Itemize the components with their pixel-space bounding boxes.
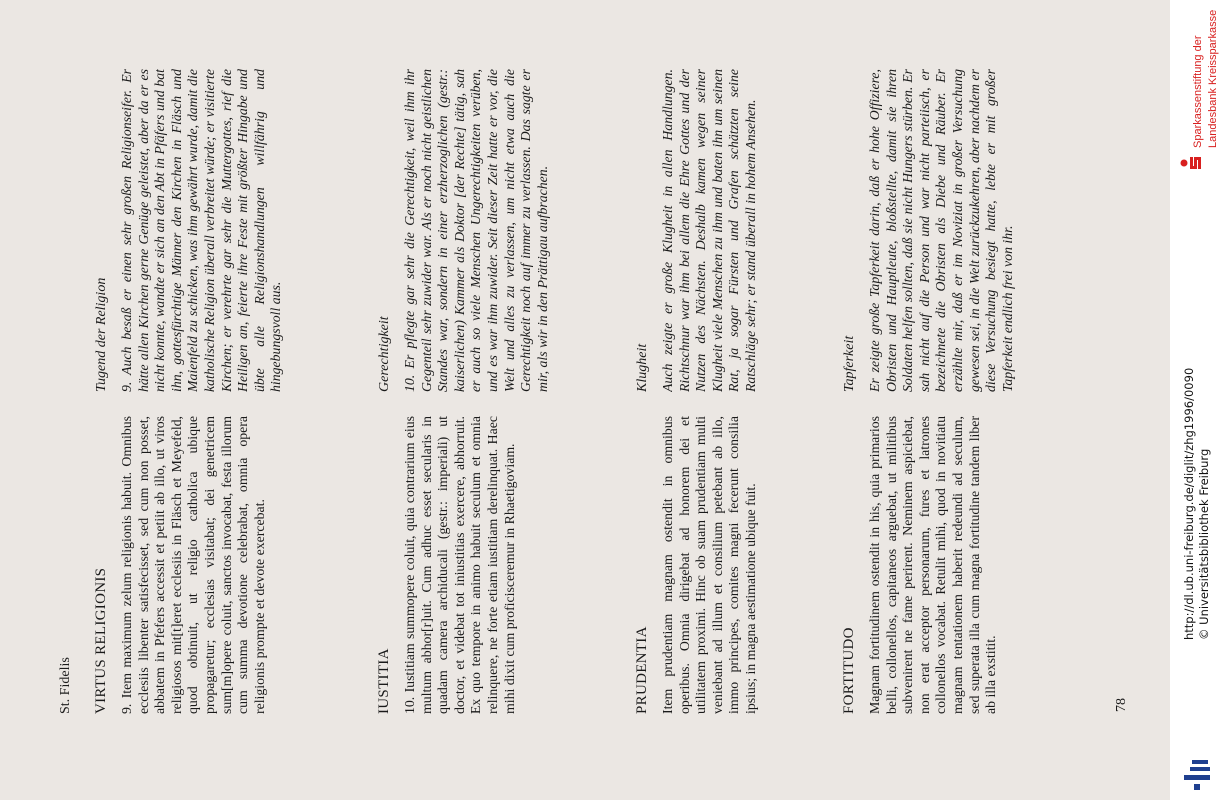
latin-paragraph: 10. Iustitiam summopere coluit, quia contrarium eius multum abhor[r]uit. Cum adhuc esset secularis in quadam camera archiducali (gestr.: imperiali) ut doctor, et videbat tot iniustitias exercere, abhorruit. Ex quo tempore in animo habuit seculum et omnia relinquere, ne forte etiam iustitiam derelinquat. Haec mihi dixit cum proficisceremur in Rhaetigoviam.	[402, 416, 517, 714]
latin-column	[633, 416, 868, 714]
latin-column	[375, 416, 610, 714]
latin-heading: PRUDENTIA	[634, 626, 650, 714]
german-column	[633, 69, 868, 392]
german-paragraph: Auch zeigte er große Klugheit in allen Handlungen. Richtschnur war ihm bei allem die Ehre Gottes und der Nutzen des Nächsten. Deshalb kamen wegen seiner Klugheit viele Menschen zu ihm und baten ihn um seinen Rat, ja sogar Fürsten und Grafen schätzten seine Ratschläge sehr; er stand überall in hohem Ansehen.	[660, 69, 758, 392]
section-religion	[92, 69, 327, 714]
german-heading: Tugend der Religion	[94, 277, 109, 392]
section-iustitia	[375, 69, 610, 714]
latin-heading: VIRTUS RELIGIONIS	[93, 567, 109, 714]
sponsor-line-2: Landesbank Kreissparkasse	[1207, 9, 1219, 148]
german-column	[840, 69, 1075, 392]
german-column	[92, 69, 327, 392]
german-paragraph: 10. Er pflegte gar sehr die Gerechtigkeit, weil ihm ihr Gegenteil sehr zuwider war. Als er noch nicht geistlichen Standes war, sondern in einer erzherzoglichen (gestr.: kaiserlichen) Kammer als Doktor [der Rechte] tätig, sah er auch so viele Menschen Ungerechtigkeiten verüben, und es war ihm zuwider. Seit dieser Zeit hatte er vor, die Welt und alles zu verlassen, um nicht etwa auch die Gerechtigkeit noch auf immer zu verlassen. Das sagte er mir, als wir in den Prättigau aufbrachen.	[402, 69, 550, 392]
latin-heading: IUSTITIA	[376, 648, 392, 714]
citation-block	[1182, 300, 1222, 640]
library-credit: © Universitätsbibliothek Freiburg	[1197, 448, 1211, 640]
german-paragraph: Er zeigte große Tapferkeit darin, daß er hohe Offiziere, Obristen und Hauptleute, bloßstellte, damit sie ihren Soldaten helfen sollten, daß sie nicht Hungers stürben. Er sah nicht auf die Person und war nicht parteiisch, er bezeichnete die Obristen als Diebe und Räuber. Er erzählte mir, daß er im Noviziat in großer Versuchung gewesen sei, in die Welt zurückzukehren, aber nachdem er diese Versuchung besiegt hatte, lebte er mit großer Tapferkeit endlich frei von ihr.	[867, 69, 1015, 392]
latin-paragraph: 9. Item maximum zelum religionis habuit. Omnibus ecclesiis libenter satisfecisset, sed cum non posset, abbatem in Pfefers accessit et petiit ab illo, ut viros religiosos mit[t]eret ecclesiis in Fläsch et Meyefeld, quod obtinuit, ut religio catholica ubique propagaretur; ecclesias visitabat; dei genetricem sum[m]opere coluit, sanctos invocabat, festa illorum cum summa devotione celebrabat, omnia opera religionis prompte et devote exercebat.	[119, 416, 267, 714]
page-number: 78	[1114, 698, 1129, 712]
latin-paragraph: Item prudentiam magnam ostendit in omnibus operibus. Omnia dirigebat ad honorem dei et utilitatem proximi. Hinc ob suam prudentiam multi veniebant ad illum et consilium petebant ab illo, immo principes, comites magni fecerunt consilia ipsius; in magna aestimatione ubique fuit.	[660, 416, 758, 714]
university-library-logo-icon	[1178, 758, 1218, 792]
latin-column	[840, 416, 1075, 714]
sponsor-block	[1172, 0, 1226, 172]
german-heading: Klugheit	[635, 343, 650, 392]
sidebar-content	[1170, 0, 1228, 800]
section-prudentia	[633, 69, 868, 714]
german-heading: Tapferkeit	[842, 335, 857, 392]
permalink-url[interactable]: http://dl.ub.uni-freiburg.de/diglit/zhg1996/0090	[1182, 367, 1196, 640]
german-column	[375, 69, 610, 392]
german-heading: Gerechtigkeit	[377, 316, 392, 392]
latin-paragraph: Magnam fortitudinem ostendit in his, quia primarios belli, collonellos, capitaneos arguebat, ut militibus subvenirent ne fame perirent. Neminem aspiciebat, non erat acceptor personarum, fures et latrones collonellos vocabat. Retulit mihi, quod in novitiatu magnam tentationem haberit redeundi ad seculum, sed superata illa cum magna fortitudine tandem liber ab illa exstitit.	[867, 416, 999, 714]
german-paragraph: 9. Auch besaß er einen sehr großen Religionseifer. Er hätte allen Kirchen gerne Genüge geleistet, aber da er es nicht konnte, wandte er sich an den Abt in Pfäfers und bat ihn, gottesfürchtige Männer den Kirchen in Fläsch und Maienfeld zu schicken, was ihm gewährt wurde, damit die katholische Religion überall verbreitet würde; er visitierte Kirchen; er verehrte gar sehr die Muttergottes, rief die Heiligen an, feierte ihre Feste mit größter Hingabe und übte alle Religionshandlungen willfährig und hingebungsvoll aus.	[119, 69, 284, 392]
latin-column	[92, 416, 327, 714]
digital-library-sidebar	[1170, 0, 1228, 800]
latin-heading: FORTITUDO	[841, 627, 857, 714]
section-fortitudo	[840, 69, 1075, 714]
sparkasse-logo-icon	[1180, 154, 1202, 172]
page-header: St. Fidelis	[58, 657, 73, 714]
sponsor-line-1: Sparkassenstiftung der	[1192, 35, 1204, 148]
